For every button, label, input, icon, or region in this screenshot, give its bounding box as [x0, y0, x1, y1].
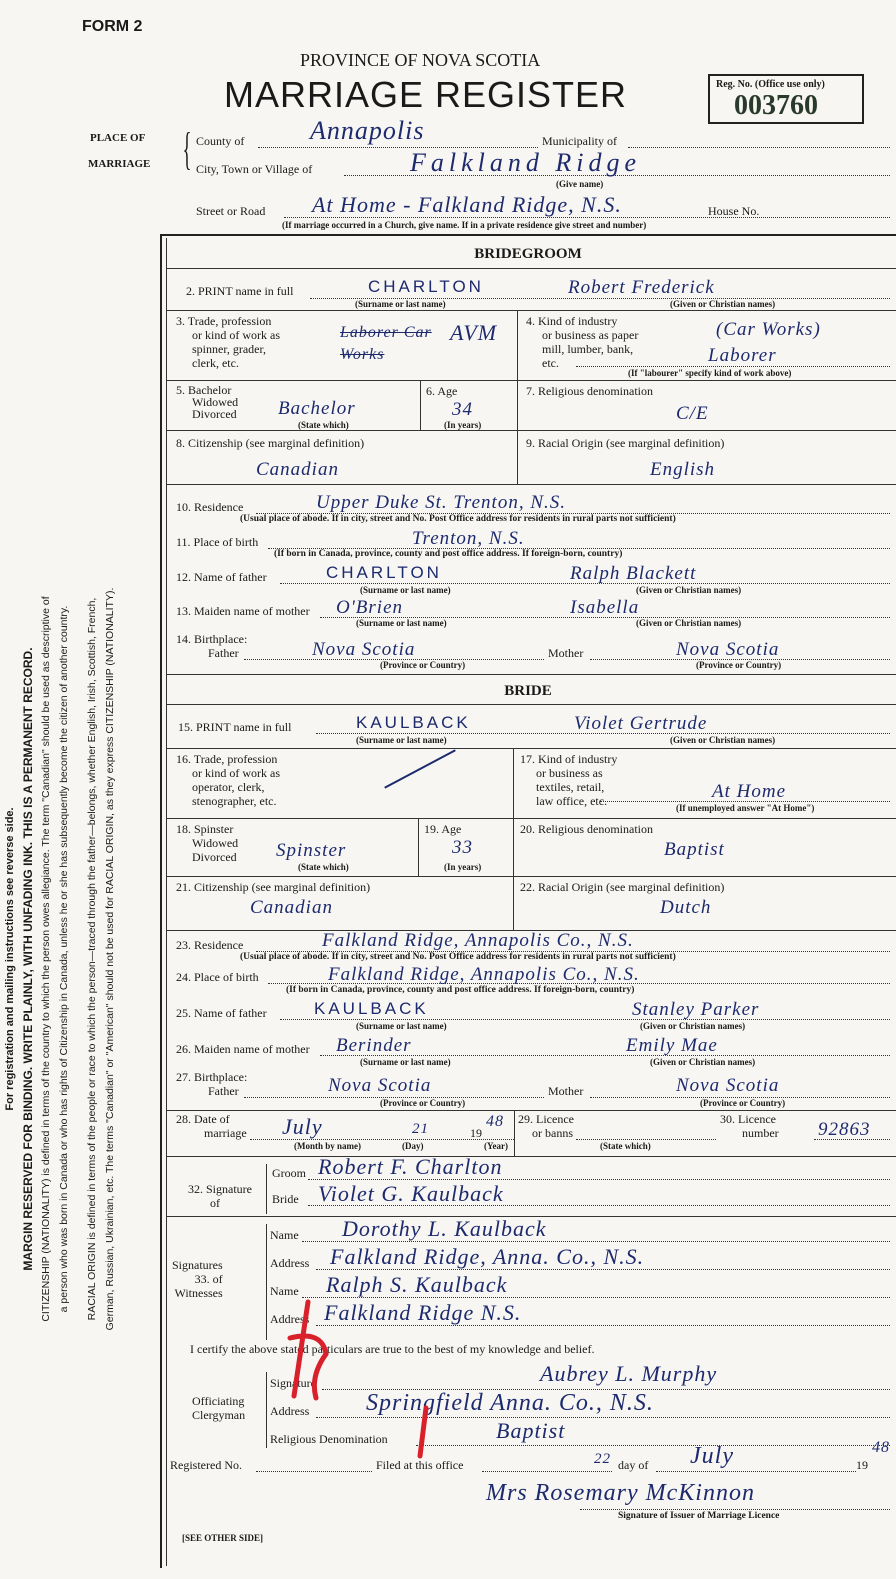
groom-given: Robert Frederick: [568, 277, 715, 298]
see-other-side: [SEE OTHER SIDE]: [182, 1533, 264, 1543]
surname-note: (Surname or last name): [356, 618, 447, 628]
filed-day: 22: [594, 1451, 611, 1467]
bride-birth: Falkland Ridge, Annapolis Co., N.S.: [328, 964, 640, 985]
filed-month: July: [690, 1443, 734, 1469]
bride-age: 33: [452, 837, 473, 858]
month-note: (Month by name): [294, 1141, 361, 1151]
licence-label: 29. Licence or banns: [518, 1112, 574, 1140]
bride-father-birthplace: Nova Scotia: [328, 1075, 432, 1096]
groom-father-birthplace: Nova Scotia: [312, 639, 416, 660]
province-note: (Province or Country): [380, 1098, 466, 1108]
filed-year-prefix: 19: [856, 1458, 868, 1472]
place-label: PLACE OF: [90, 132, 146, 144]
groom-trade-struck: Laborer Car Works: [340, 324, 432, 363]
bride-age-label: 19. Age: [424, 822, 462, 836]
county-label: County of: [196, 134, 245, 148]
clergy-signature: Aubrey L. Murphy: [540, 1361, 718, 1386]
residence-note: (Usual place of abode. If in city, street and No. Post Office address for residents in rural parts not sufficient): [240, 514, 676, 524]
reg-label: Reg. No. (Office use only): [716, 79, 825, 90]
give-name-note: (Give name): [556, 179, 604, 189]
father-label: Father: [208, 646, 239, 660]
margin-line: For registration and mailing instructions see reverse side.: [4, 807, 16, 1111]
bride-mother-given: Emily Mae: [626, 1035, 718, 1056]
groom-industry: (Car Works): [716, 319, 821, 340]
bride-sign-label: Bride: [272, 1192, 299, 1206]
reg-number-box: [708, 74, 864, 124]
bride-status-label: 18. Spinster Widowed Divorced: [176, 822, 239, 864]
clergy-address-label: Address: [270, 1404, 310, 1418]
father-label: Father: [208, 1084, 239, 1098]
groom-mother-birthplace: Nova Scotia: [676, 639, 780, 660]
groom-mother-label: 13. Maiden name of mother: [176, 604, 310, 618]
groom-surname: CHARLTON: [368, 277, 484, 296]
issuer-label: Signature of Issuer of Marriage Licence: [618, 1511, 780, 1521]
witness1-address-label: Address: [270, 1256, 310, 1270]
groom-mother-surname: O'Brien: [336, 597, 403, 618]
house-label: House No.: [708, 204, 760, 218]
county-value: Annapolis: [310, 116, 425, 145]
groom-birthplace-label: 14. Birthplace:: [176, 632, 248, 646]
groom-citizenship-label: 8. Citizenship (see marginal definition): [176, 436, 365, 450]
bride-mother-surname: Berinder: [336, 1035, 412, 1056]
marriage-date-label: 28. Date of marriage: [176, 1112, 247, 1140]
signature-label: 32. Signature of: [188, 1182, 252, 1210]
given-note: (Given or Christian names): [640, 1021, 746, 1031]
groom-age-label: 6. Age: [426, 384, 458, 398]
street-value: At Home - Falkland Ridge, N.S.: [312, 192, 622, 217]
given-note: (Given or Christian names): [670, 735, 776, 745]
witness2-address: Falkland Ridge N.S.: [324, 1300, 522, 1325]
bride-residence: Falkland Ridge, Annapolis Co., N.S.: [322, 930, 634, 951]
bride-mother-birthplace: Nova Scotia: [676, 1075, 780, 1096]
marriage-day: 21: [412, 1121, 429, 1137]
bride-status: Spinster: [276, 840, 347, 861]
city-label: City, Town or Village of: [196, 162, 313, 176]
given-note: (Given or Christian names): [636, 585, 742, 595]
bride-mother-label: 26. Maiden name of mother: [176, 1042, 310, 1056]
groom-signature: Robert F. Charlton: [318, 1154, 503, 1179]
witness2-name: Ralph S. Kaulback: [326, 1272, 508, 1297]
residence-note: (Usual place of abode. If in city, street and No. Post Office address for residents in rural parts not sufficient): [240, 952, 676, 962]
issuer-signature: Mrs Rosemary McKinnon: [486, 1480, 755, 1506]
given-note: (Given or Christian names): [636, 618, 742, 628]
section-bridegroom: BRIDEGROOM: [474, 246, 582, 262]
clergy-address: Springfield Anna. Co., N.S.: [366, 1390, 654, 1416]
year-prefix: 19: [470, 1126, 482, 1140]
age-note: (In years): [444, 420, 482, 430]
groom-birth-label: 11. Place of birth: [176, 535, 259, 549]
margin-line: a person who was born in Canada or who has rights of Citizenship in Canada, unless he or she has subsequently become the citizen of another country.: [58, 605, 70, 1313]
groom-status: Bachelor: [278, 398, 356, 419]
bride-citizenship-label: 21. Citizenship (see marginal definition): [176, 880, 371, 894]
witness2-name-label: Name: [270, 1284, 299, 1298]
groom-racial: English: [650, 459, 716, 480]
groom-sign-label: Groom: [272, 1166, 306, 1180]
clergy-label: Officiating Clergyman: [192, 1394, 246, 1422]
groom-industry-2: Laborer: [708, 345, 777, 366]
mother-label: Mother: [548, 646, 584, 660]
province-note: (Province or Country): [700, 1098, 786, 1108]
witness1-name: Dorothy L. Kaulback: [342, 1216, 547, 1241]
page-title: MARRIAGE REGISTER: [224, 74, 628, 115]
groom-father-surname: CHARLTON: [326, 563, 442, 582]
bride-given: Violet Gertrude: [574, 713, 708, 734]
bride-father-surname: KAULBACK: [314, 999, 429, 1018]
margin-line: CITIZENSHIP (NATIONALITY) is defined in terms of the country to which the person owes allegiance. The term "Canadian" should be used as descriptive of: [40, 596, 52, 1322]
street-note: (If marriage occurred in a Church, give name. If in a private residence give street and number): [282, 220, 647, 230]
birth-note: (If born in Canada, province, county and post office address. If foreign-born, country): [274, 549, 623, 559]
groom-mother-given: Isabella: [570, 597, 640, 618]
surname-note: (Surname or last name): [355, 299, 446, 309]
certification-statement: I certify the above stated particulars are true to the best of my knowledge and belief.: [190, 1342, 595, 1356]
licence-number-label: 30. Licence number: [720, 1112, 779, 1140]
clergy-denomination: Baptist: [496, 1418, 566, 1443]
bride-name-label: 15. PRINT name in full: [178, 720, 292, 734]
form-number: FORM 2: [82, 18, 143, 35]
groom-industry-label: 4. Kind of industry or business as paper mill, lumber, bank, etc.: [526, 314, 639, 370]
bride-father-label: 25. Name of father: [176, 1006, 267, 1020]
groom-religion-label: 7. Religious denomination: [526, 384, 653, 398]
given-note: (Given or Christian names): [650, 1057, 756, 1067]
red-check-mark: [250, 1296, 450, 1476]
bride-racial: Dutch: [660, 897, 712, 918]
birth-note: (If born in Canada, province, county and post office address. If foreign-born, country): [286, 985, 635, 995]
margin-instructions: [1, 339, 119, 1579]
groom-status-label: 5. Bachelor Widowed Divorced: [176, 383, 239, 421]
given-note: (Given or Christian names): [670, 299, 776, 309]
bride-religion-label: 20. Religious denomination: [520, 822, 653, 836]
groom-trade: AVM: [450, 320, 498, 345]
marriage-year: 48: [486, 1113, 504, 1130]
bride-residence-label: 23. Residence: [176, 938, 244, 952]
margin-line: German, Russian, Ukrainian, etc. The terms "Canadian" or "American" should not be used for RACIAL ORIGIN, as they express CITIZENSHIP (NATIONALITY).: [104, 587, 116, 1331]
mother-label: Mother: [548, 1084, 584, 1098]
groom-citizenship: Canadian: [256, 459, 339, 480]
bride-surname: KAULBACK: [356, 713, 471, 732]
groom-residence: Upper Duke St. Trenton, N.S.: [316, 492, 567, 513]
groom-residence-label: 10. Residence: [176, 500, 244, 514]
place-label-2: MARRIAGE: [88, 158, 151, 170]
day-of-label: day of: [618, 1458, 649, 1472]
bride-religion: Baptist: [664, 839, 725, 860]
groom-trade-label: 3. Trade, profession or kind of work as spinner, grader, clerk, etc.: [176, 314, 280, 370]
bride-industry-label: 17. Kind of industry or business as textiles, retail, law office, etc.: [520, 752, 618, 808]
surname-note: (Surname or last name): [356, 735, 447, 745]
bride-father-given: Stanley Parker: [632, 999, 760, 1020]
witness2-address-label: Address: [270, 1312, 310, 1326]
bride-birthplace-label: 27. Birthplace:: [176, 1070, 248, 1084]
bride-racial-label: 22. Racial Origin (see marginal definition): [520, 880, 725, 894]
bride-signature: Violet G. Kaulback: [318, 1181, 504, 1206]
margin-line: RACIAL ORIGIN is defined in terms of the people or race to which the person—traced through the father—belongs, whether English, Irish, Scottish, French,: [86, 597, 98, 1321]
groom-father-given: Ralph Blackett: [570, 563, 697, 584]
year-note: (Year): [484, 1141, 508, 1151]
state-note: (State which): [298, 862, 349, 872]
surname-note: (Surname or last name): [356, 1021, 447, 1031]
industry-note: (If unemployed answer "At Home"): [676, 803, 815, 813]
filed-year: 48: [872, 1439, 890, 1456]
surname-note: (Surname or last name): [360, 585, 451, 595]
province-title: PROVINCE OF NOVA SCOTIA: [300, 50, 541, 70]
age-note: (In years): [444, 862, 482, 872]
groom-racial-label: 9. Racial Origin (see marginal definition): [526, 436, 725, 450]
bride-citizenship: Canadian: [250, 897, 333, 918]
groom-age: 34: [452, 399, 473, 420]
filed-label: Filed at this office: [376, 1458, 464, 1472]
industry-note: (If "labourer" specify kind of work above): [628, 368, 792, 378]
section-bride: BRIDE: [504, 683, 552, 699]
licence-note: (State which): [600, 1141, 651, 1151]
groom-name-label: 2. PRINT name in full: [186, 284, 294, 298]
surname-note: (Surname or last name): [360, 1057, 451, 1067]
witness1-address: Falkland Ridge, Anna. Co., N.S.: [330, 1244, 645, 1269]
licence-number: 92863: [818, 1119, 871, 1140]
bride-trade-label: 16. Trade, profession or kind of work as operator, clerk, stenographer, etc.: [176, 752, 280, 808]
bride-birth-label: 24. Place of birth: [176, 970, 259, 984]
bride-industry: At Home: [712, 781, 787, 802]
groom-birth: Trenton, N.S.: [412, 528, 525, 549]
margin-line: MARGIN RESERVED FOR BINDING. WRITE PLAINLY, WITH UNFADING INK. THIS IS A PERMANENT RECORD.: [21, 647, 35, 1271]
witness-label: Signatures 33. of Witnesses: [172, 1258, 223, 1300]
state-note: (State which): [298, 420, 349, 430]
clergy-denomination-label: Religious Denomination: [270, 1432, 388, 1446]
brace: {: [182, 123, 192, 174]
clergy-signature-label: Signature: [270, 1376, 316, 1390]
province-note: (Province or Country): [696, 660, 782, 670]
marriage-month: July: [282, 1114, 323, 1139]
province-note: (Province or Country): [380, 660, 466, 670]
reg-number: 003760: [734, 90, 818, 121]
groom-religion: C/E: [676, 403, 709, 424]
city-value: Falkland Ridge: [410, 148, 642, 177]
registered-no-label: Registered No.: [170, 1458, 242, 1472]
street-label: Street or Road: [196, 204, 266, 218]
day-note: (Day): [402, 1141, 424, 1151]
groom-father-label: 12. Name of father: [176, 570, 267, 584]
municipality-label: Municipality of: [542, 134, 617, 148]
witness1-name-label: Name: [270, 1228, 299, 1242]
